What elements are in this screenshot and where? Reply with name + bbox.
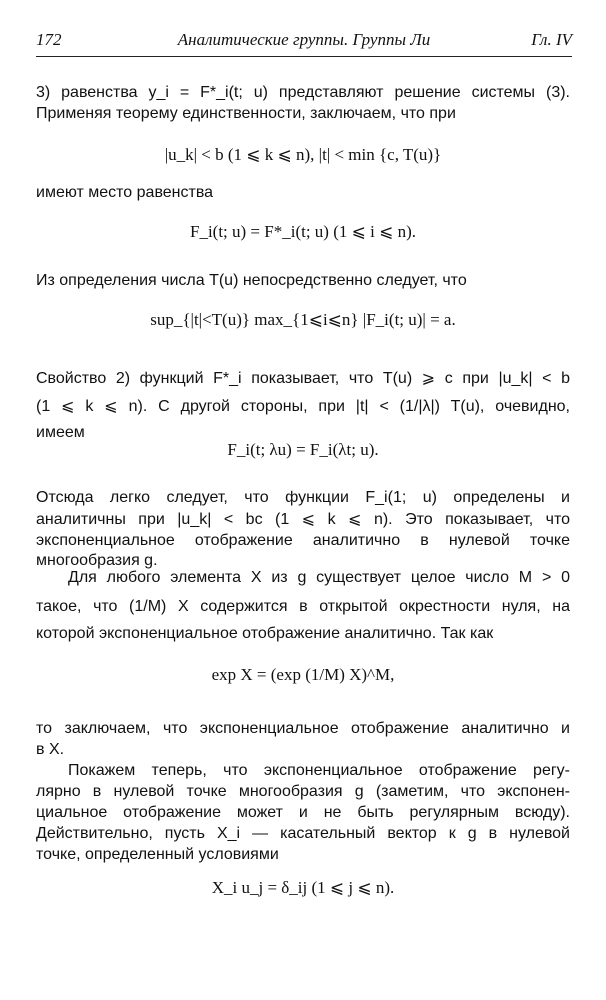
text-line: лярно в нулевой точке многообразия g (заметим, что экспонен-: [36, 783, 570, 800]
text-line: Для любого элемента X из g существует целое число M > 0: [68, 569, 570, 586]
text-line: Действительно, пусть X_i — касательный вектор к g в нулевой: [36, 825, 570, 842]
chapter-label: Гл. IV: [531, 30, 572, 49]
text-line: циальное отображение может и не быть регулярным всюду).: [36, 804, 570, 821]
text-line: Применяя теорему единственности, заключаем, что при: [36, 105, 456, 122]
text-line: Покажем теперь, что экспоненциальное отображение регу-: [68, 762, 570, 779]
text-line: то заключаем, что экспоненциальное отображение аналитично и: [36, 720, 570, 737]
text-line: Из определения числа T(u) непосредственно следует, что: [36, 272, 467, 289]
text-line: Свойство 2) функций F*_i показывает, что T(u) ⩾ c при |u_k| < b: [36, 370, 570, 387]
text-line: аналитичны при |u_k| < bc (1 ⩽ k ⩽ n). Это показывает, что: [36, 511, 570, 528]
formula: |u_k| < b (1 ⩽ k ⩽ n), |t| < min {c, T(u)}: [164, 145, 442, 164]
text-line: которой экспоненциальное отображение аналитично. Так как: [36, 625, 494, 642]
formula: F_i(t; u) = F*_i(t; u) (1 ⩽ i ⩽ n).: [189, 222, 416, 241]
text-line: имеем: [36, 424, 85, 441]
formula: exp X = (exp (1/M) X)^M,: [211, 665, 395, 684]
header-rule: [36, 56, 572, 57]
text-line: (1 ⩽ k ⩽ n). С другой стороны, при |t| < (1/|λ|) T(u), очевидно,: [36, 398, 570, 415]
text-line: экспоненциальное отображение аналитично в нулевой точке: [36, 532, 570, 549]
text-line: 3) равенства y_i = F*_i(t; u) представляют решение системы (3).: [36, 84, 570, 101]
text-line: в X.: [36, 741, 65, 758]
page-number: 172: [36, 30, 62, 49]
formula: F_i(t; λu) = F_i(λt; u).: [227, 440, 379, 459]
text-line: имеют место равенства: [36, 184, 214, 201]
running-header: [36, 30, 572, 54]
running-title: Аналитические группы. Группы Ли: [177, 30, 431, 49]
text-line: Отсюда легко следует, что функции F_i(1; u) определены и: [36, 489, 570, 506]
formula: X_i u_j = δ_ij (1 ⩽ j ⩽ n).: [211, 878, 395, 897]
text-line: точке, определенный условиями: [36, 846, 279, 863]
text-line: многообразия g.: [36, 552, 158, 569]
formula: sup_{|t|<T(u)} max_{1⩽i⩽n} |F_i(t; u)| = a.: [150, 310, 456, 329]
text-line: такое, что (1/M) X содержится в открытой окрестности нуля, на: [36, 598, 570, 615]
